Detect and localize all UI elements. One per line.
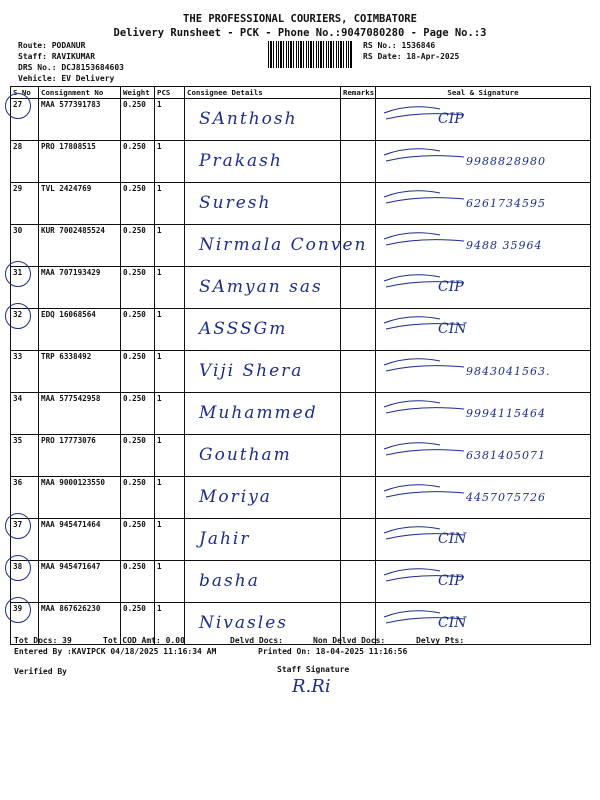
route-label: Route: PODANUR	[18, 41, 86, 50]
printed-on: Printed On: 18-04-2025 11:16:56	[258, 647, 408, 656]
row-consignment: MAA 867626230	[39, 603, 121, 645]
row-weight: 0.250	[121, 435, 155, 477]
col-consignee: Consignee Details	[185, 87, 341, 99]
seal-text: CIP	[438, 279, 464, 295]
row-consignment: TVL 2424769	[39, 183, 121, 225]
col-weight: Weight	[121, 87, 155, 99]
row-remarks	[341, 183, 376, 225]
phone-handwriting: 9488 35964	[466, 239, 543, 252]
row-sno	[11, 561, 39, 603]
sno-value: 35	[13, 436, 23, 445]
row-consignee	[185, 561, 341, 603]
signature-scribble	[380, 395, 470, 431]
row-consignee	[185, 225, 368, 267]
row-consignment: MAA 577391783	[39, 99, 121, 141]
vehicle-label: Vehicle: EV Delivery	[18, 74, 115, 83]
col-sno: S No	[11, 87, 39, 99]
row-remarks	[341, 141, 376, 183]
row-sno	[11, 309, 39, 351]
row-consignee	[185, 309, 341, 351]
consignee-handwriting: Muhammed	[199, 403, 318, 423]
row-consignment: PRO 17773076	[39, 435, 121, 477]
row-sno	[11, 225, 39, 267]
row-weight: 0.250	[121, 561, 155, 603]
row-remarks	[341, 519, 376, 561]
row-signature	[376, 393, 591, 435]
row-remarks	[341, 561, 376, 603]
row-signature	[376, 183, 591, 225]
row-pcs: 1	[155, 309, 185, 351]
sno-value: 39	[13, 604, 23, 613]
table-row	[11, 267, 591, 309]
row-consignee	[185, 141, 341, 183]
consignee-handwriting: Nirmala Conven	[199, 235, 368, 255]
row-signature	[376, 309, 591, 351]
sno-value: 30	[13, 226, 23, 235]
row-consignee	[185, 519, 341, 561]
sno-value: 28	[13, 142, 23, 151]
row-sno	[11, 267, 39, 309]
row-sno	[11, 477, 39, 519]
seal-text: CIP	[438, 111, 464, 127]
table-row	[11, 141, 591, 183]
phone-handwriting: 9843041563.	[466, 365, 551, 378]
row-signature	[376, 603, 591, 645]
consignee-handwriting: Suresh	[199, 193, 272, 213]
row-weight: 0.250	[121, 477, 155, 519]
row-signature	[376, 99, 591, 141]
row-consignee	[185, 267, 341, 309]
staff-label: Staff: RAVIKUMAR	[18, 52, 96, 61]
signature-scribble	[380, 227, 470, 263]
row-pcs: 1	[155, 141, 185, 183]
table-row	[11, 477, 591, 519]
row-weight: 0.250	[121, 267, 155, 309]
consignee-handwriting: Goutham	[199, 445, 292, 465]
signature-scribble	[380, 437, 470, 473]
col-consignment: Consignment No	[39, 87, 121, 99]
delvy-pts: Delvy Pts:	[416, 636, 465, 645]
row-signature	[376, 435, 591, 477]
runsheet-table	[10, 86, 591, 645]
drs-label: DRS No.: DCJ815368460З	[18, 63, 124, 72]
circle-mark	[5, 555, 31, 581]
row-pcs: 1	[155, 183, 185, 225]
row-signature	[376, 561, 591, 603]
consignee-handwriting: Prakash	[199, 151, 283, 171]
rs-no-label: RS No.: 1536846	[363, 41, 436, 50]
signature-scribble	[380, 143, 470, 179]
row-signature	[376, 267, 591, 309]
non-delvd-docs: Non Delvd Docs:	[313, 636, 386, 645]
row-pcs: 1	[155, 561, 185, 603]
row-consignment: EDQ 16068564	[39, 309, 121, 351]
circle-mark	[5, 513, 31, 539]
row-pcs: 1	[155, 351, 185, 393]
consignee-handwriting: Nivasles	[199, 613, 288, 633]
row-sno	[11, 393, 39, 435]
consignee-handwriting: SAmyan sas	[199, 277, 323, 297]
row-pcs: 1	[155, 519, 185, 561]
row-pcs: 1	[155, 477, 185, 519]
table-row	[11, 435, 591, 477]
row-weight: 0.250	[121, 393, 155, 435]
phone-handwriting: 6381405071	[466, 449, 546, 462]
row-pcs: 1	[155, 393, 185, 435]
seal-text: CIN	[438, 531, 467, 547]
barcode-image	[268, 41, 352, 68]
row-pcs: 1	[155, 603, 185, 645]
table-row	[11, 351, 591, 393]
row-consignment: TRP 6338492	[39, 351, 121, 393]
row-remarks	[341, 309, 376, 351]
row-weight: 0.250	[121, 225, 155, 267]
row-consignment: MAA 9000123550	[39, 477, 121, 519]
row-weight: 0.250	[121, 519, 155, 561]
row-remarks	[341, 267, 376, 309]
phone-handwriting: 9988828980	[466, 155, 546, 168]
row-signature	[376, 141, 591, 183]
consignee-handwriting: Moriya	[199, 487, 272, 507]
row-signature	[376, 519, 591, 561]
row-consignee	[185, 477, 341, 519]
row-consignee	[185, 99, 341, 141]
verified-by: Verified By	[14, 667, 67, 676]
table-row	[11, 183, 591, 225]
tot-cod: Tot COD Amt: 0.00	[103, 636, 185, 645]
row-sno	[11, 99, 39, 141]
phone-handwriting: 9994115464	[466, 407, 546, 420]
consignee-handwriting: SAnthosh	[199, 109, 298, 129]
row-signature	[376, 225, 591, 267]
row-pcs: 1	[155, 435, 185, 477]
row-pcs: 1	[155, 267, 185, 309]
sno-value: 36	[13, 478, 23, 487]
sno-value: 31	[13, 268, 23, 277]
sno-value: 34	[13, 394, 23, 403]
consignee-handwriting: Jahir	[199, 529, 251, 549]
row-weight: 0.250	[121, 351, 155, 393]
table-row	[11, 225, 591, 267]
staff-signature-mark: R.Ri	[292, 676, 331, 697]
runsheet-subtitle: Delivery Runsheet - PCK - Phone No.:9047080280 - Page No.:3	[113, 27, 487, 39]
seal-text: CIN	[438, 321, 467, 337]
consignee-handwriting: ASSSGm	[199, 319, 288, 339]
row-consignee	[185, 351, 341, 393]
rs-date-label: RS Date: 18-Apr-2025	[363, 52, 460, 61]
circle-mark	[5, 597, 31, 623]
row-consignment: MAA 707193429	[39, 267, 121, 309]
signature-scribble	[380, 185, 470, 221]
consignee-handwriting: basha	[199, 571, 260, 591]
row-remarks	[341, 351, 376, 393]
row-consignment: MAA 945471464	[39, 519, 121, 561]
row-consignee	[185, 435, 341, 477]
table-row	[11, 393, 591, 435]
tot-docs: Tot Docs: 39	[14, 636, 72, 645]
row-consignment: KUR 7002485524	[39, 225, 121, 267]
row-sno	[11, 183, 39, 225]
row-weight: 0.250	[121, 309, 155, 351]
row-consignee	[185, 183, 341, 225]
delvd-docs: Delvd Docs:	[230, 636, 283, 645]
sno-value: 33	[13, 352, 23, 361]
table-row	[11, 99, 591, 141]
phone-handwriting: 4457075726	[466, 491, 546, 504]
row-pcs: 1	[155, 225, 185, 267]
row-consignment: MAA 577542958	[39, 393, 121, 435]
row-sno	[11, 435, 39, 477]
table-row	[11, 561, 591, 603]
company-title: THE PROFESSIONAL COURIERS, COIMBATORE	[183, 13, 417, 25]
col-pcs: PCS	[155, 87, 185, 99]
seal-text: CIN	[438, 615, 467, 631]
sno-value: 37	[13, 520, 23, 529]
row-consignment: PRO 17808515	[39, 141, 121, 183]
row-signature	[376, 477, 591, 519]
row-remarks	[341, 435, 376, 477]
entered-by: Entered By :KAVIPCK 04/18/2025 11:16:34 AM	[14, 647, 217, 656]
row-remarks	[341, 477, 376, 519]
phone-handwriting: 6261734595	[466, 197, 546, 210]
row-sno	[11, 141, 39, 183]
row-consignment: MAA 945471647	[39, 561, 121, 603]
table-row	[11, 603, 591, 645]
row-weight: 0.250	[121, 603, 155, 645]
table-header-row	[11, 87, 591, 99]
circle-mark	[5, 93, 31, 119]
signature-scribble	[380, 479, 470, 515]
circle-mark	[5, 303, 31, 329]
row-weight: 0.250	[121, 183, 155, 225]
seal-text: CIP	[438, 573, 464, 589]
row-sno	[11, 519, 39, 561]
staff-signature-label: Staff Signature	[277, 665, 350, 674]
table-row	[11, 519, 591, 561]
table-row	[11, 309, 591, 351]
row-weight: 0.250	[121, 141, 155, 183]
sno-value: 27	[13, 100, 23, 109]
consignee-handwriting: Viji Shera	[199, 361, 304, 381]
row-sno	[11, 351, 39, 393]
row-remarks	[341, 99, 376, 141]
circle-mark	[5, 261, 31, 287]
signature-scribble	[380, 353, 470, 389]
row-pcs: 1	[155, 99, 185, 141]
sno-value: 38	[13, 562, 23, 571]
row-signature	[376, 351, 591, 393]
row-weight: 0.250	[121, 99, 155, 141]
col-signature: Seal & Signature	[376, 87, 591, 99]
col-remarks: Remarks	[341, 87, 376, 99]
sno-value: 32	[13, 310, 23, 319]
row-remarks	[341, 393, 376, 435]
row-consignee	[185, 393, 341, 435]
sno-value: 29	[13, 184, 23, 193]
